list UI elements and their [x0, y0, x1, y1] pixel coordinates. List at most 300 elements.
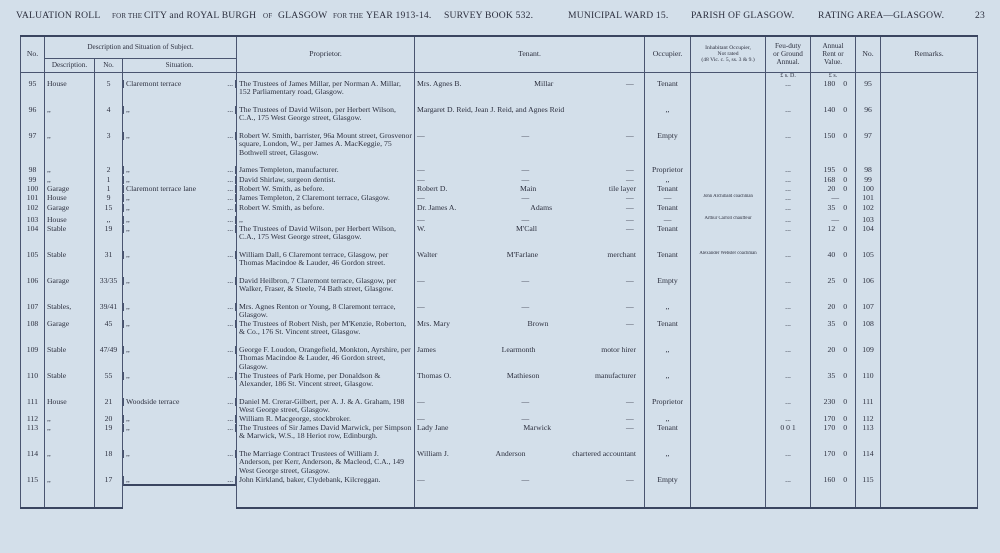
row-proprietor: The Trustees of Park Home, per Donaldson & Alexander, 186 St. Vincent street, Glasgow.	[237, 372, 415, 398]
row-description: ,,	[45, 450, 95, 476]
row-remarks	[881, 450, 978, 476]
row-occupier: Tenant	[645, 225, 691, 251]
table-row	[21, 424, 978, 450]
row-annual-rent: 25 0	[811, 277, 856, 303]
row-situation: Claremont terrace ...	[123, 80, 236, 88]
row-inhabitant	[691, 185, 766, 194]
row-situation: ,, ...	[123, 277, 236, 285]
row-inhabitant	[691, 80, 766, 106]
row-situation: ,, ...	[123, 194, 236, 202]
row-inhabitant	[691, 176, 766, 185]
row-annual-rent: 35 0	[811, 372, 856, 398]
row-annual-rent: 140 0	[811, 106, 856, 132]
row-inhabitant	[691, 303, 766, 320]
row-inhabitant	[691, 398, 766, 415]
roll-year: YEAR 1913-14.	[366, 10, 432, 21]
row-number: 112	[21, 415, 45, 424]
row-occupier: ,,	[645, 450, 691, 476]
row-situation: ,, ...	[123, 303, 236, 311]
row-inhabitant	[691, 166, 766, 176]
table-row	[21, 398, 978, 415]
row-situation: ,, ...	[123, 204, 236, 212]
row-number: 97	[21, 132, 45, 166]
row-annual-rent: —	[811, 194, 856, 204]
row-situation: ,, ...	[123, 216, 236, 224]
row-street-number: 1	[95, 176, 123, 185]
table-row	[21, 277, 978, 303]
rating-area: RATING AREA—GLASGOW.	[818, 10, 945, 21]
row-number-right: 112	[856, 415, 881, 424]
row-number: 107	[21, 303, 45, 320]
row-street-number: 9	[95, 194, 123, 204]
row-description: Stables,	[45, 303, 95, 320]
row-number: 99	[21, 176, 45, 185]
table-row	[21, 225, 978, 251]
row-occupier: ,,	[645, 372, 691, 398]
table-row	[21, 80, 978, 106]
row-proprietor: Robert W. Smith, as before.	[237, 204, 415, 216]
row-feu-duty: ...	[766, 176, 811, 185]
row-number: 96	[21, 106, 45, 132]
row-tenant: — — —	[415, 216, 645, 225]
row-remarks	[881, 216, 978, 225]
row-annual-rent: 160 0	[811, 476, 856, 508]
row-inhabitant	[691, 476, 766, 508]
row-tenant: — — —	[415, 176, 645, 185]
row-feu-duty: ...	[766, 204, 811, 216]
table-row	[21, 166, 978, 176]
row-feu-duty: ...	[766, 132, 811, 166]
municipal-ward: MUNICIPAL WARD 15.	[568, 10, 669, 21]
row-number-right: 113	[856, 424, 881, 450]
row-tenant: — — —	[415, 132, 645, 166]
row-description: Garage	[45, 185, 95, 194]
table-row	[21, 251, 978, 277]
row-tenant: — — —	[415, 398, 645, 415]
row-number-right: 109	[856, 346, 881, 372]
row-proprietor: Robert W. Smith, barrister, 96a Mount street, Grosvenor square, London, W., per James A. MacKeggie, 75 Bothwell street, Glasgow.	[237, 132, 415, 166]
row-inhabitant	[691, 346, 766, 372]
col-feu-duty: Feu-duty or Ground Annual.	[766, 36, 811, 72]
row-number: 110	[21, 372, 45, 398]
row-annual-rent: 168 0	[811, 176, 856, 185]
row-street-number: 3	[95, 132, 123, 166]
row-situation: Woodside terrace ...	[123, 398, 236, 406]
row-annual-rent: 170 0	[811, 415, 856, 424]
row-occupier: ,,	[645, 346, 691, 372]
row-number: 106	[21, 277, 45, 303]
row-feu-duty: ...	[766, 346, 811, 372]
row-street-number: 18	[95, 450, 123, 476]
row-occupier: ,,	[645, 106, 691, 132]
row-number-right: 115	[856, 476, 881, 508]
row-description: ,,	[45, 106, 95, 132]
table-row	[21, 176, 978, 185]
roll-title: VALUATION ROLL	[16, 10, 101, 21]
page-header: VALUATION ROLL FOR THE CITY and ROYAL BURGH OF GLASGOW FOR THE YEAR 1913-14. SURVEY BOOK 532. MUNICIPAL WARD 15. PARISH OF GLASGOW. RATING AREA—GLASGOW. 23	[16, 10, 985, 21]
row-description: ,,	[45, 132, 95, 166]
row-situation: ,, ...	[123, 225, 236, 233]
table-row	[21, 185, 978, 194]
row-remarks	[881, 398, 978, 415]
row-feu-duty: ...	[766, 303, 811, 320]
row-street-number: 4	[95, 106, 123, 132]
row-description: ,,	[45, 476, 95, 508]
row-street-number: 31	[95, 251, 123, 277]
row-street-number: 45	[95, 320, 123, 346]
table-row	[21, 106, 978, 132]
row-tenant: — — —	[415, 277, 645, 303]
row-situation: ,, ...	[123, 424, 236, 432]
row-occupier: Proprietor	[645, 398, 691, 415]
row-number-right: 107	[856, 303, 881, 320]
row-proprietor: Robert W. Smith, as before.	[237, 185, 415, 194]
row-tenant: — — —	[415, 166, 645, 176]
row-situation: ,, ...	[123, 476, 236, 486]
valuation-rows	[21, 72, 978, 508]
rent-units: £ s.	[811, 72, 856, 80]
table-row	[21, 346, 978, 372]
row-description: Stable	[45, 346, 95, 372]
row-proprietor: The Trustees of David Wilson, per Herbert Wilson, C.A., 175 West George street, Glasgow.	[237, 225, 415, 251]
row-occupier: Tenant	[645, 204, 691, 216]
row-remarks	[881, 415, 978, 424]
row-number: 111	[21, 398, 45, 415]
row-annual-rent: 230 0	[811, 398, 856, 415]
row-proprietor: The Trustees of David Wilson, per Herbert Wilson, C.A., 175 West George street, Glasgow.	[237, 106, 415, 132]
row-feu-duty: ...	[766, 372, 811, 398]
row-occupier: Tenant	[645, 424, 691, 450]
row-number-right: 100	[856, 185, 881, 194]
row-tenant: James Learmonth motor hirer	[415, 346, 645, 372]
row-description: House	[45, 216, 95, 225]
row-description: ,,	[45, 176, 95, 185]
row-annual-rent: 150 0	[811, 132, 856, 166]
row-tenant: Mrs. Mary Brown —	[415, 320, 645, 346]
row-situation: ,, ...	[123, 132, 236, 140]
row-remarks	[881, 251, 978, 277]
row-number-right: 99	[856, 176, 881, 185]
row-feu-duty: ...	[766, 450, 811, 476]
col-remarks: Remarks.	[881, 36, 978, 72]
row-occupier: ,,	[645, 303, 691, 320]
parish: PARISH OF GLASGOW.	[691, 10, 795, 21]
table-row	[21, 372, 978, 398]
table-row	[21, 204, 978, 216]
row-description: Garage	[45, 320, 95, 346]
row-tenant: Lady Jane Marwick —	[415, 424, 645, 450]
row-tenant: — — —	[415, 415, 645, 424]
row-street-number: 55	[95, 372, 123, 398]
row-annual-rent: —	[811, 216, 856, 225]
row-number-right: 114	[856, 450, 881, 476]
row-proprietor: George F. Loudon, Orangefield, Monkton, Ayrshire, per Thomas Macindoe & Lauder, 46 Gordon street, Glasgow.	[237, 346, 415, 372]
row-number: 104	[21, 225, 45, 251]
row-remarks	[881, 204, 978, 216]
row-remarks	[881, 194, 978, 204]
row-inhabitant	[691, 277, 766, 303]
row-feu-duty: ...	[766, 194, 811, 204]
row-occupier: Tenant	[645, 320, 691, 346]
row-inhabitant	[691, 320, 766, 346]
row-annual-rent: 20 0	[811, 303, 856, 320]
col-description: Description.	[45, 58, 95, 72]
table-row	[21, 476, 978, 508]
city-name: GLASGOW	[278, 10, 328, 21]
row-remarks	[881, 424, 978, 450]
row-occupier: Empty	[645, 476, 691, 508]
row-number-right: 101	[856, 194, 881, 204]
row-situation: Claremont terrace lane ...	[123, 185, 236, 193]
col-occupier: Occupier.	[645, 36, 691, 72]
col-no-right: No.	[856, 36, 881, 72]
col-tenant: Tenant.	[415, 36, 645, 72]
row-feu-duty: ...	[766, 476, 811, 508]
row-situation: ,, ...	[123, 320, 236, 328]
row-annual-rent: 35 0	[811, 320, 856, 346]
row-annual-rent: 40 0	[811, 251, 856, 277]
row-occupier: Empty	[645, 132, 691, 166]
row-tenant: Mrs. Agnes B. Millar —	[415, 80, 645, 106]
row-number: 98	[21, 166, 45, 176]
row-tenant: — — —	[415, 194, 645, 204]
row-feu-duty: ...	[766, 225, 811, 251]
row-tenant: Dr. James A. Adams —	[415, 204, 645, 216]
row-inhabitant	[691, 225, 766, 251]
row-occupier: Tenant	[645, 251, 691, 277]
row-street-number: 33/35	[95, 277, 123, 303]
row-occupier: Tenant	[645, 185, 691, 194]
row-remarks	[881, 132, 978, 166]
row-description: House	[45, 194, 95, 204]
col-proprietor: Proprietor.	[237, 36, 415, 72]
table-row	[21, 450, 978, 476]
city-label: CITY and ROYAL BURGH	[144, 10, 257, 21]
row-remarks	[881, 166, 978, 176]
row-feu-duty: ...	[766, 398, 811, 415]
row-inhabitant	[691, 204, 766, 216]
table-row	[21, 415, 978, 424]
row-number-right: 95	[856, 80, 881, 106]
row-street-number: 47/49	[95, 346, 123, 372]
col-situation: Situation.	[123, 58, 237, 72]
table-row	[21, 303, 978, 320]
row-street-number: 19	[95, 424, 123, 450]
survey-book: SURVEY BOOK 532.	[444, 10, 534, 21]
row-occupier: Empty	[645, 277, 691, 303]
row-annual-rent: 20 0	[811, 185, 856, 194]
row-feu-duty: ...	[766, 320, 811, 346]
table-row	[21, 320, 978, 346]
page-number: 23	[975, 10, 985, 21]
row-proprietor: ,,	[237, 216, 415, 225]
row-street-number: 15	[95, 204, 123, 216]
row-proprietor: Daniel M. Crerar-Gilbert, per A. J. & A. Graham, 198 West George street, Glasgow.	[237, 398, 415, 415]
row-feu-duty: ...	[766, 277, 811, 303]
row-tenant: William J. Anderson chartered accountant	[415, 450, 645, 476]
row-inhabitant: John Archibald coachman	[691, 194, 766, 204]
row-remarks	[881, 303, 978, 320]
row-occupier: —	[645, 194, 691, 204]
row-street-number: 21	[95, 398, 123, 415]
row-remarks	[881, 277, 978, 303]
row-number-right: 97	[856, 132, 881, 166]
row-occupier: Tenant	[645, 80, 691, 106]
col-annual-rent: Annual Rent or Value.	[811, 36, 856, 72]
row-annual-rent: 170 0	[811, 450, 856, 476]
col-inhabitant: Inhabitant Occupier, Not rated (48 Vic. c. 5, ss. 3 & 9.)	[691, 36, 766, 72]
row-description: House	[45, 398, 95, 415]
row-number-right: 108	[856, 320, 881, 346]
row-proprietor: David Heilbron, 7 Claremont terrace, Glasgow, per Walker, Fraser, & Steele, 74 Bath street, Glasgow.	[237, 277, 415, 303]
row-number: 109	[21, 346, 45, 372]
row-number: 101	[21, 194, 45, 204]
row-tenant: Robert D. Main tile layer	[415, 185, 645, 194]
row-inhabitant: Arthur Carroll chauffeur	[691, 216, 766, 225]
feu-units: £ s. D.	[766, 72, 811, 80]
row-description: Stable	[45, 251, 95, 277]
row-inhabitant	[691, 415, 766, 424]
table-row	[21, 216, 978, 225]
row-feu-duty: ...	[766, 415, 811, 424]
row-tenant: — — —	[415, 476, 645, 508]
row-situation: ,, ...	[123, 415, 236, 423]
row-number: 102	[21, 204, 45, 216]
row-description: House	[45, 80, 95, 106]
row-number: 95	[21, 80, 45, 106]
row-annual-rent: 170 0	[811, 424, 856, 450]
row-feu-duty: ...	[766, 185, 811, 194]
row-annual-rent: 12 0	[811, 225, 856, 251]
col-number: No.	[95, 58, 123, 72]
row-feu-duty: ...	[766, 166, 811, 176]
row-number-right: 106	[856, 277, 881, 303]
row-number: 100	[21, 185, 45, 194]
row-annual-rent: 180 0	[811, 80, 856, 106]
row-proprietor: The Trustees of James Millar, per Norman A. Millar, 152 Parliamentary road, Glasgow.	[237, 80, 415, 106]
row-annual-rent: 20 0	[811, 346, 856, 372]
row-feu-duty: ...	[766, 216, 811, 225]
row-proprietor: James Templeton, 2 Claremont terrace, Glasgow.	[237, 194, 415, 204]
row-proprietor: The Trustees of Sir James David Marwick, per Simpson & Marwick, W.S., 18 Heriot row, Edinburgh.	[237, 424, 415, 450]
row-feu-duty: ...	[766, 80, 811, 106]
row-occupier: —	[645, 216, 691, 225]
row-street-number: 1	[95, 185, 123, 194]
row-street-number: 19	[95, 225, 123, 251]
row-inhabitant	[691, 106, 766, 132]
row-remarks	[881, 176, 978, 185]
row-occupier: ,,	[645, 415, 691, 424]
row-number-right: 103	[856, 216, 881, 225]
row-proprietor: Mrs. Agnes Renton or Young, 8 Claremont terrace, Glasgow.	[237, 303, 415, 320]
valuation-table	[20, 35, 978, 509]
row-proprietor: David Shirlaw, surgeon dentist.	[237, 176, 415, 185]
row-remarks	[881, 80, 978, 106]
row-situation: ,, ...	[123, 251, 236, 259]
row-tenant: Thomas O. Mathieson manufacturer	[415, 372, 645, 398]
row-annual-rent: 195 0	[811, 166, 856, 176]
row-description: Garage	[45, 204, 95, 216]
row-number-right: 111	[856, 398, 881, 415]
row-number: 108	[21, 320, 45, 346]
row-situation: ,, ...	[123, 372, 236, 380]
row-occupier: Proprietor	[645, 166, 691, 176]
row-proprietor: The Trustees of Robert Nish, per M'Kenzie, Roberton, & Co., 176 St. Vincent street, Glasgow.	[237, 320, 415, 346]
row-description: Garage	[45, 277, 95, 303]
row-inhabitant	[691, 132, 766, 166]
row-proprietor: The Marriage Contract Trustees of William J. Anderson, per Kerr, Anderson, & Macleod, C.A., 149 West George street, Glasgow.	[237, 450, 415, 476]
row-inhabitant	[691, 450, 766, 476]
row-number: 113	[21, 424, 45, 450]
col-no: No.	[21, 36, 45, 72]
row-situation: ,, ...	[123, 450, 236, 458]
table-row	[21, 194, 978, 204]
row-tenant: Margaret D. Reid, Jean J. Reid, and Agnes Reid	[415, 106, 645, 132]
row-street-number: 5	[95, 80, 123, 106]
row-tenant: Walter M'Farlane merchant	[415, 251, 645, 277]
row-number: 103	[21, 216, 45, 225]
row-description: ,,	[45, 166, 95, 176]
row-situation: ,, ...	[123, 176, 236, 184]
row-remarks	[881, 346, 978, 372]
row-number-right: 110	[856, 372, 881, 398]
row-number-right: 104	[856, 225, 881, 251]
row-inhabitant	[691, 372, 766, 398]
row-remarks	[881, 372, 978, 398]
row-occupier: ,,	[645, 176, 691, 185]
row-street-number: 2	[95, 166, 123, 176]
row-remarks	[881, 106, 978, 132]
row-street-number: ,,	[95, 216, 123, 225]
row-street-number: 20	[95, 415, 123, 424]
row-description: Stable	[45, 225, 95, 251]
row-feu-duty: ...	[766, 251, 811, 277]
row-remarks	[881, 476, 978, 508]
row-situation: ,, ...	[123, 106, 236, 114]
row-number-right: 102	[856, 204, 881, 216]
row-inhabitant	[691, 424, 766, 450]
row-situation: ,, ...	[123, 166, 236, 174]
row-proprietor: William Dall, 6 Claremont terrace, Glasgow, per Thomas Macindoe & Lauder, 46 Gordon street.	[237, 251, 415, 277]
row-street-number: 39/41	[95, 303, 123, 320]
row-remarks	[881, 320, 978, 346]
row-proprietor: James Templeton, manufacturer.	[237, 166, 415, 176]
row-proprietor: John Kirkland, baker, Clydebank, Kilcreggan.	[237, 476, 415, 508]
row-number-right: 96	[856, 106, 881, 132]
col-description-group: Description and Situation of Subject.	[45, 36, 237, 58]
row-description: Stable	[45, 372, 95, 398]
row-number-right: 98	[856, 166, 881, 176]
row-description: ,,	[45, 424, 95, 450]
row-number: 114	[21, 450, 45, 476]
row-description: ,,	[45, 415, 95, 424]
row-tenant: W. M'Call —	[415, 225, 645, 251]
row-feu-duty: ...	[766, 106, 811, 132]
row-remarks	[881, 185, 978, 194]
row-number: 115	[21, 476, 45, 508]
row-proprietor: William R. Macgeorge, stockbroker.	[237, 415, 415, 424]
row-remarks	[881, 225, 978, 251]
row-situation: ,, ...	[123, 346, 236, 354]
row-number: 105	[21, 251, 45, 277]
row-tenant: — — —	[415, 303, 645, 320]
row-annual-rent: 35 0	[811, 204, 856, 216]
row-street-number: 17	[95, 476, 123, 508]
row-feu-duty: 0 0 1	[766, 424, 811, 450]
row-number-right: 105	[856, 251, 881, 277]
table-row	[21, 132, 978, 166]
row-inhabitant: Alexander Webster coachman	[691, 251, 766, 277]
